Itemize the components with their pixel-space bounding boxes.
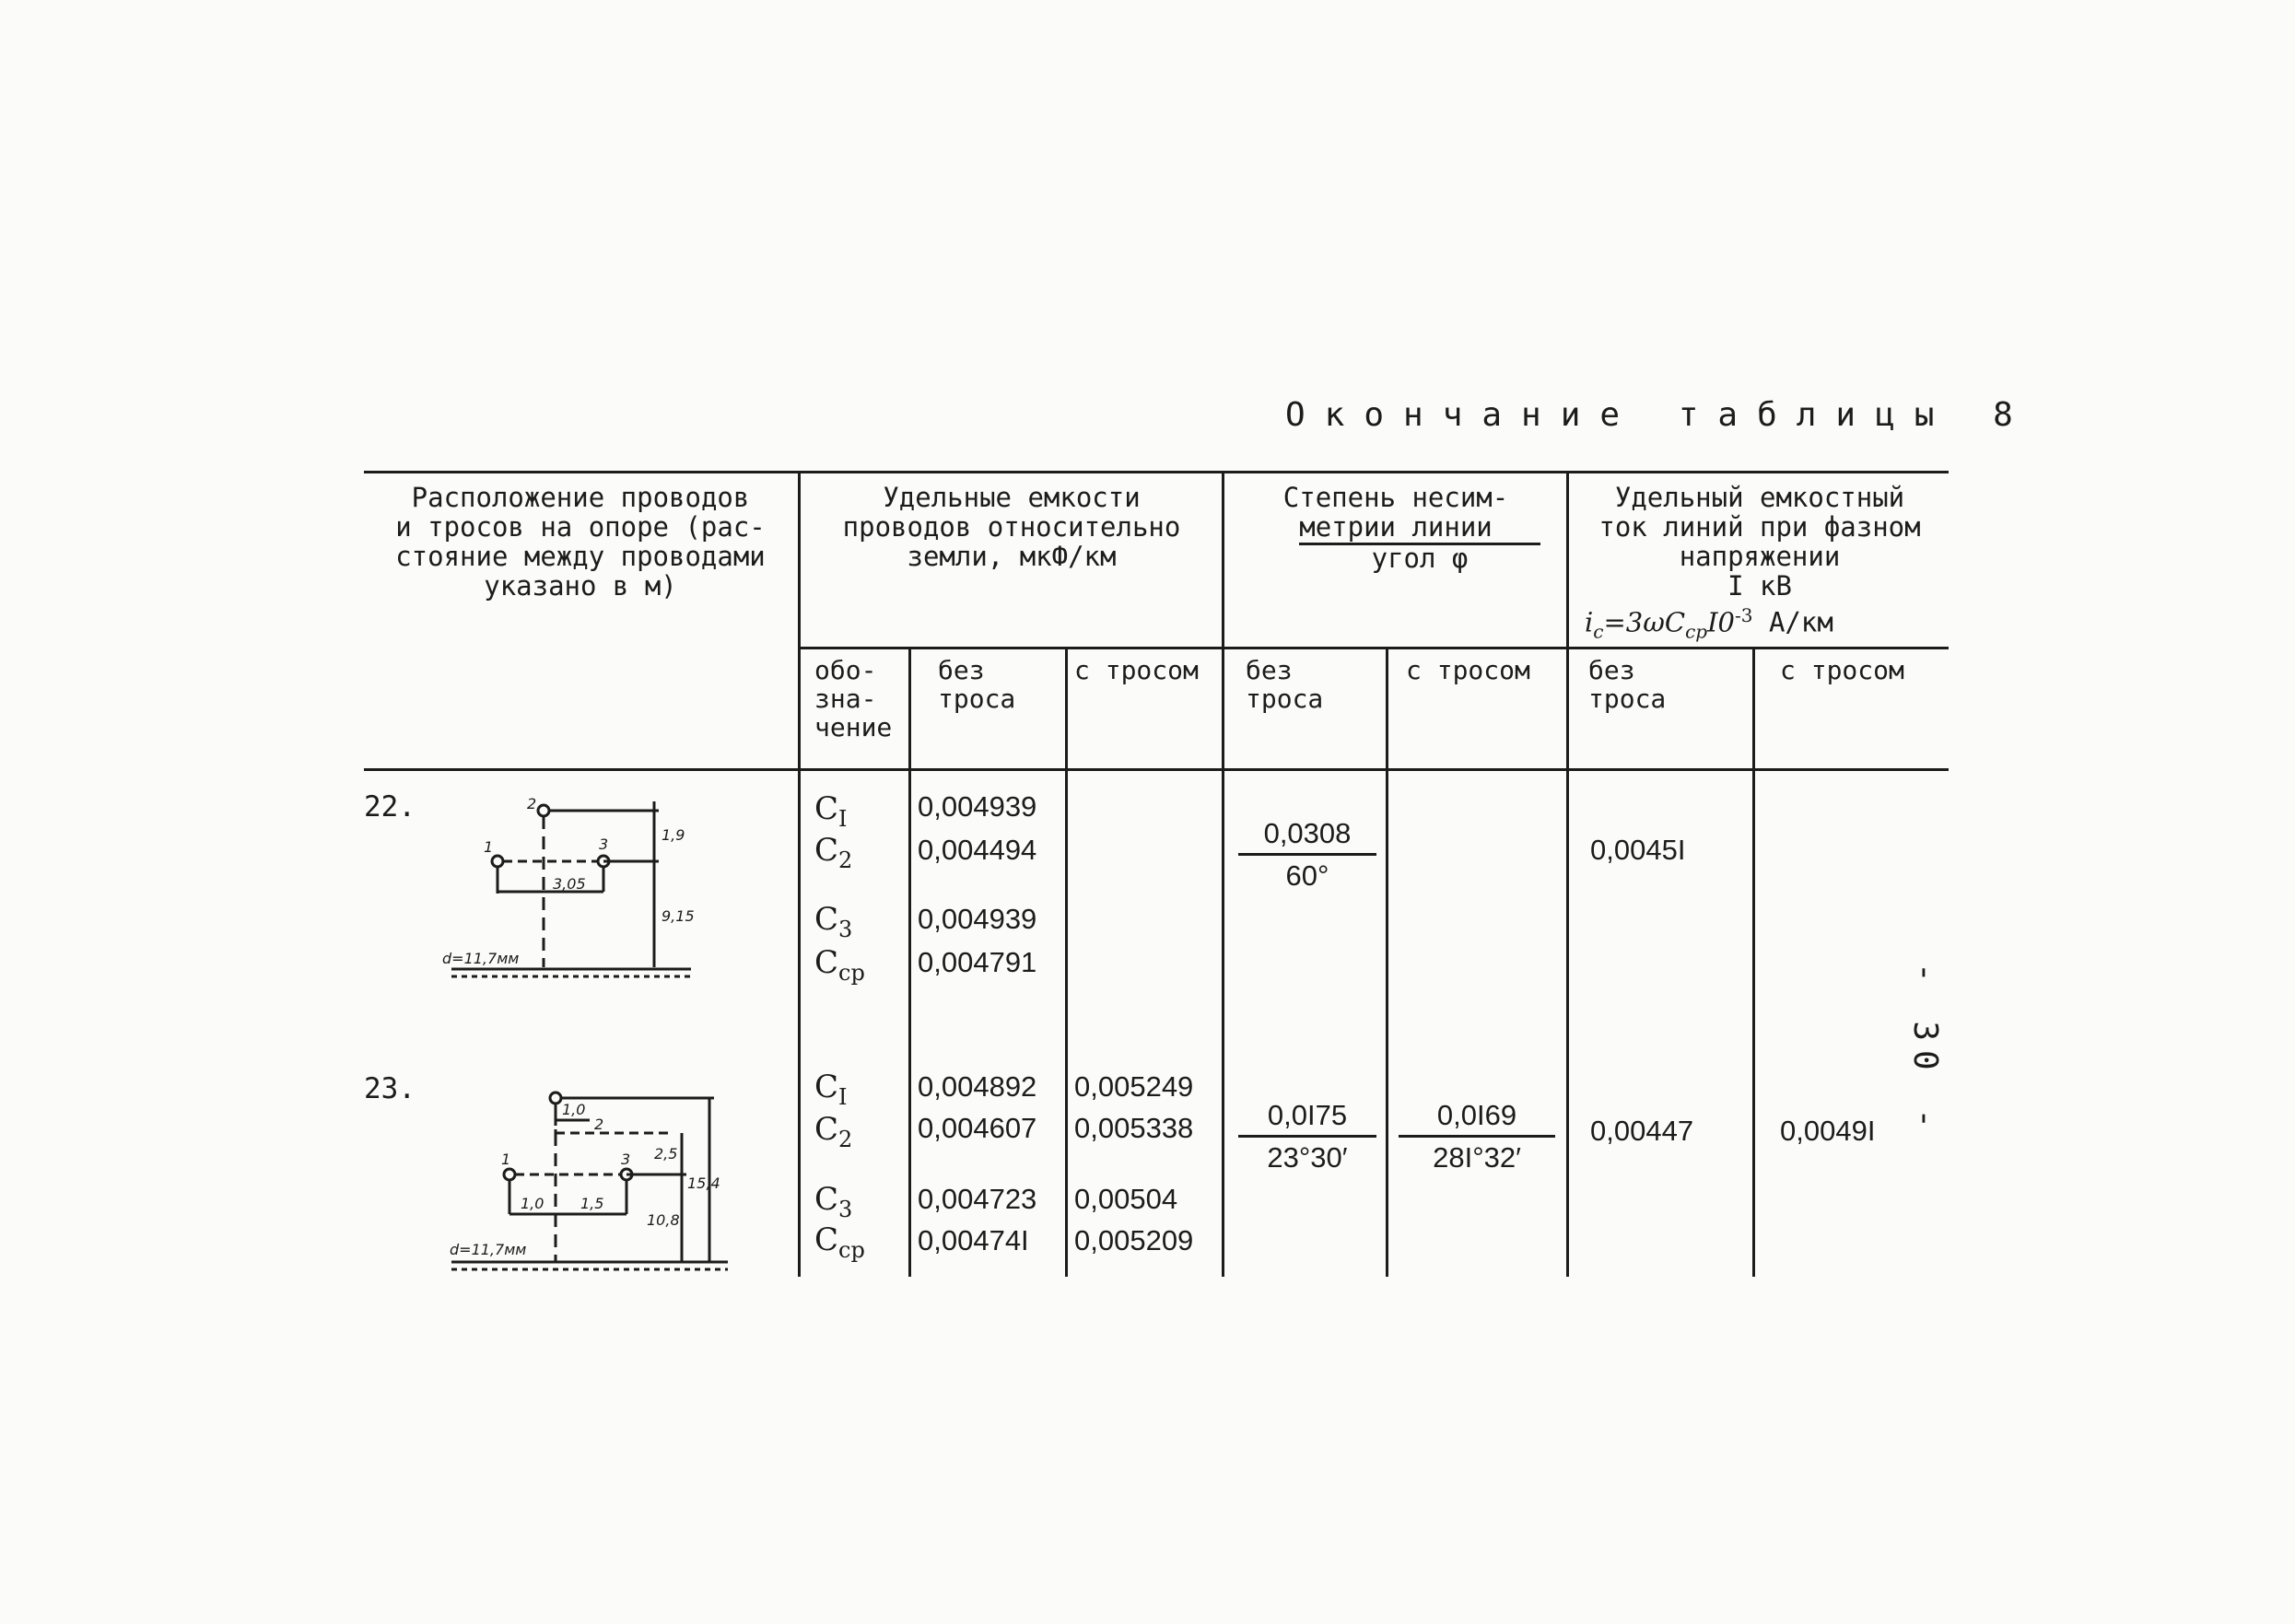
col-divider-3 [1065,647,1068,1277]
col-divider-2 [908,647,911,1277]
sketch-label: 3,05 [553,875,586,893]
conductor-layout-sketch [433,783,737,995]
sketch-label: d=11,7мм [450,1241,527,1258]
sketch-label: d=11,7мм [442,950,520,967]
current-formula: $i_c=3\omega C_{ср}I0^{-3}$ А/км [1585,604,1833,643]
sketch-label: 9,15 [662,907,695,925]
row-number: 22. [364,790,416,824]
designation-c2: $C_2$ [814,832,853,873]
current-no-rope: 0,00447 [1590,1115,1694,1147]
sketch-label: 1,5 [580,1195,604,1212]
sketch-label: 1 [484,838,494,856]
designation-c3: $C_3$ [814,901,853,942]
header-capacity: Удельные емкости проводов относительно земли, мкФ/км [842,482,1181,572]
header-current: Удельный емкостный ток линий при фазном напряжении I кВ [1598,482,1921,602]
designation-c3: $C_3$ [814,1181,853,1222]
capacity-no-rope: 0,004939 [918,903,1037,935]
designation-c1: $C_I$ [814,790,848,832]
sketch-label: 1,9 [662,826,685,844]
capacity-no-rope: 0,004607 [918,1112,1037,1144]
conductor-layout-sketch [433,1087,737,1280]
sketch-label: 15,4 [687,1174,720,1192]
col-divider-1 [798,471,801,1277]
col-divider-6 [1566,471,1569,1277]
designation-cav: $C_{ср}$ [814,1221,865,1263]
sketch-label: 2 [594,1116,604,1133]
capacity-no-rope: 0,004494 [918,834,1037,866]
col-divider-4 [1222,471,1224,1277]
capacity-no-rope: 0,004791 [918,946,1037,978]
subheader-cur-with-rope: с тросом [1780,655,1904,685]
subheader-rule [800,647,1949,649]
subheader-asym-no-rope: без троса [1246,655,1324,714]
designation-c1: $C_I$ [814,1069,848,1110]
col-divider-7 [1752,647,1755,1277]
col-divider-5 [1386,647,1388,1277]
sketch-label: 1 [501,1151,511,1168]
page-number: - 30 - [1906,963,1944,1139]
subheader-cur-no-rope: без троса [1588,655,1667,714]
current-with-rope: 0,0049I [1780,1115,1876,1147]
table-top-rule [364,471,1949,473]
capacity-with-rope: 0,005249 [1074,1070,1194,1103]
header-bottom-rule [364,768,1949,771]
sketch-label: 2 [527,795,537,812]
designation-cav: $C_{ср}$ [814,944,865,986]
current-no-rope: 0,0045I [1590,834,1686,866]
capacity-with-rope: 0,005209 [1074,1224,1194,1256]
designation-c2: $C_2$ [814,1111,853,1152]
subheader-designation: обо- зна- чение [814,655,893,742]
header-layout: Расположение проводов и тросов на опоре (рас- стояние между проводами указано в м) [395,482,766,602]
sketch-label: 1,0 [562,1101,586,1118]
capacity-no-rope: 0,00474I [918,1224,1029,1256]
asymmetry-no-rope: $\frac{0,0308}{60^\circ}$ [1238,817,1376,893]
row-number: 23. [364,1072,416,1105]
capacity-no-rope: 0,004892 [918,1070,1037,1103]
sketch-label: 3 [621,1151,631,1168]
capacity-no-rope: 0,004939 [918,790,1037,823]
asymmetry-no-rope: $\frac{0,0I75}{23^\circ 30'}$ [1238,1099,1376,1174]
capacity-with-rope: 0,00504 [1074,1183,1178,1215]
sketch-label: 1,0 [521,1195,544,1212]
capacity-no-rope: 0,004723 [918,1183,1037,1215]
header-asymmetry: Степень несим- метрии линии [1282,482,1509,543]
sketch-label: 10,8 [647,1211,680,1229]
asymmetry-with-rope: $\frac{0,0I69}{28I^\circ 32'}$ [1399,1099,1555,1174]
sketch-label: 3 [599,835,609,853]
subheader-no-rope: без троса [938,655,1016,714]
capacity-with-rope: 0,005338 [1074,1112,1194,1144]
header-asymmetry-angle: угол φ [1371,543,1469,574]
subheader-asym-with-rope: с тросом [1406,655,1530,685]
table-caption: Окончание таблицы 8 [1285,396,2032,434]
subheader-with-rope: с тросом [1074,655,1199,685]
sketch-label: 2,5 [654,1145,678,1163]
